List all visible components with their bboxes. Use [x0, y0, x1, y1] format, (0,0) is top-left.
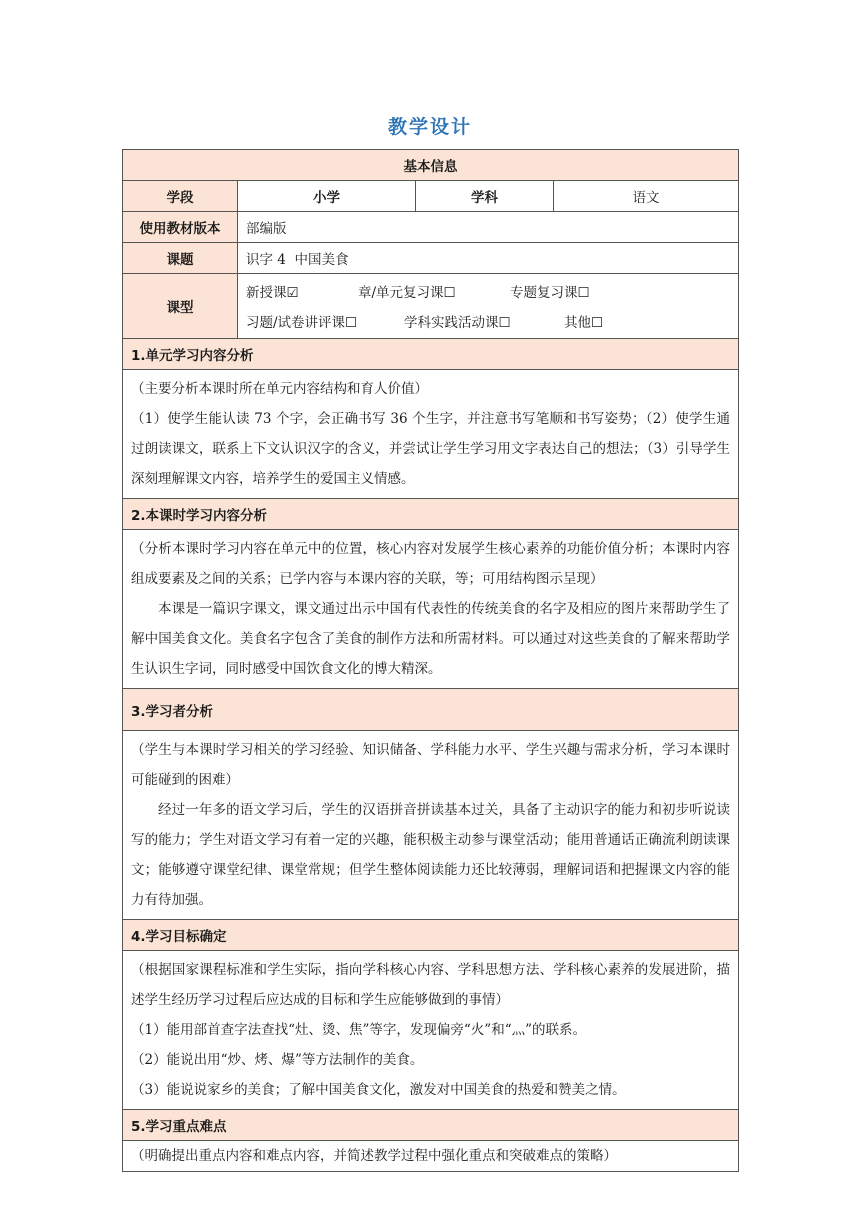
- type-options-row-2: [246, 306, 730, 336]
- type-option-new-lesson[interactable]: 新授课☑: [246, 285, 299, 301]
- edition-label: 使用教材版本: [123, 212, 238, 243]
- lesson-design-table: [122, 149, 739, 1172]
- basic-info-header: 基本信息: [123, 150, 739, 181]
- section-3-body: [123, 731, 739, 920]
- section-1-paragraph: （1）使学生能认读 73 个字，会正确书写 36 个生字，并注意书写笔顺和书写姿势；（2）使学生通过朗读课文，联系上下文认识汉字的含义，并尝试让学生学习用文字表达自己的想法；（3）引导学生深刻理解课文内容，培养学生的爱国主义情感。: [131, 411, 730, 487]
- section-5-note: （明确提出重点内容和难点内容，并简述教学过程中强化重点和突破难点的策略）: [131, 1148, 617, 1164]
- section-5-body: [123, 1141, 739, 1172]
- topic-value: 识字 4 中国美食: [238, 243, 739, 274]
- section-1-title: 1.单元学习内容分析: [123, 339, 739, 370]
- section-3-paragraph: 经过一年多的语文学习后，学生的汉语拼音拼读基本过关，具备了主动识字的能力和初步听说读写的能力；学生对语文学习有着一定的兴趣，能积极主动参与课堂活动；能用普通话正确流利朗读课文；能够遵守课堂纪律、课堂常规；但学生整体阅读能力还比较薄弱，理解词语和把握课文内容的能力有待加强。: [131, 802, 730, 908]
- section-2-note: （分析本课时学习内容在单元中的位置，核心内容对发展学生核心素养的功能价值分析；本课时内容组成要素及之间的关系；已学内容与本课内容的关联，等；可用结构图示呈现）: [131, 541, 730, 587]
- section-5-title: 5.学习重点难点: [123, 1110, 739, 1141]
- section-4-goal-2: （2）能说出用“炒、烤、爆”等方法制作的美食。: [131, 1052, 424, 1068]
- section-4-body: [123, 951, 739, 1110]
- section-1-body: [123, 370, 739, 499]
- section-2-title: 2.本课时学习内容分析: [123, 499, 739, 530]
- subject-value: 语文: [554, 181, 739, 212]
- section-1-note: （主要分析本课时所在单元内容结构和育人价值）: [131, 381, 428, 397]
- type-option-other[interactable]: 其他☐: [564, 315, 604, 331]
- edition-value: 部编版: [238, 212, 739, 243]
- page-title: 教学设计: [387, 116, 472, 138]
- section-4-goal-3: （3）能说说家乡的美食；了解中国美食文化，激发对中国美食的热爱和赞美之情。: [131, 1082, 626, 1098]
- section-3-note: （学生与本课时学习相关的学习经验、知识储备、学科能力水平、学生兴趣与需求分析，学习本课时可能碰到的困难）: [131, 742, 730, 788]
- type-option-exercise-review[interactable]: 习题/试卷讲评课☐: [246, 315, 358, 331]
- type-option-practice-activity[interactable]: 学科实践活动课☐: [404, 315, 511, 331]
- type-label: 课型: [123, 274, 238, 339]
- section-4-title: 4.学习目标确定: [123, 920, 739, 951]
- type-option-unit-review[interactable]: 章/单元复习课☐: [358, 285, 456, 301]
- type-options-row-1: [246, 276, 730, 306]
- section-4-note: （根据国家课程标准和学生实际，指向学科核心内容、学科思想方法、学科核心素养的发展进阶，描述学生经历学习过程后应达成的目标和学生应能够做到的事情）: [131, 962, 730, 1008]
- section-4-goal-1: （1）能用部首查字法查找“灶、烫、焦”等字，发现偏旁“火”和“灬”的联系。: [131, 1022, 586, 1038]
- topic-label: 课题: [123, 243, 238, 274]
- section-3-title: 3.学习者分析: [123, 689, 739, 731]
- stage-value: 小学: [238, 181, 416, 212]
- section-2-body: [123, 530, 739, 689]
- type-options: [238, 274, 739, 339]
- subject-label: 学科: [416, 181, 554, 212]
- stage-label: 学段: [123, 181, 238, 212]
- section-2-paragraph: 本课是一篇识字课文，课文通过出示中国有代表性的传统美食的名字及相应的图片来帮助学生了解中国美食文化。美食名字包含了美食的制作方法和所需材料。可以通过对这些美食的了解来帮助学生认识生字词，同时感受中国饮食文化的博大精深。: [131, 601, 730, 677]
- type-option-topic-review[interactable]: 专题复习课☐: [510, 285, 590, 301]
